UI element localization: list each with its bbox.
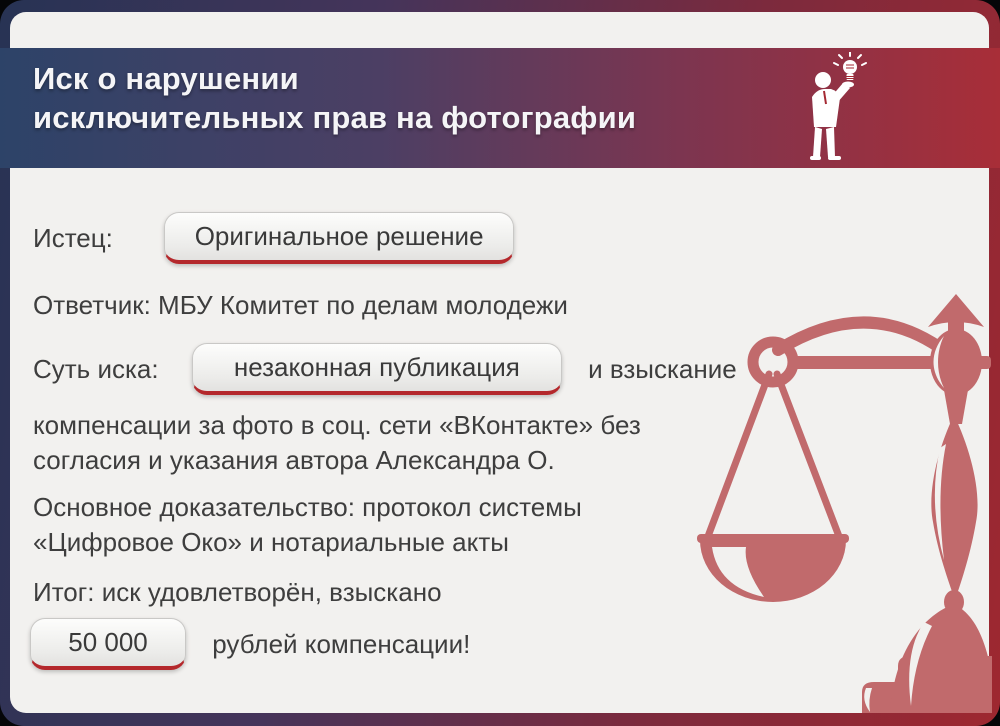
man-with-lightbulb-icon bbox=[798, 52, 868, 164]
evidence-paragraph bbox=[33, 490, 582, 560]
outcome-row: Итог: иск удовлетворён, взыскано bbox=[33, 577, 442, 607]
claim-paragraph-line-1: компенсации за фото в соц. сети «ВКонтакте» без bbox=[33, 410, 641, 440]
plaintiff-chip[interactable]: Оригинальное решение bbox=[164, 212, 514, 264]
claim-tail: и взыскание bbox=[588, 354, 737, 384]
amount-chip[interactable]: 50 000 bbox=[30, 618, 186, 670]
plaintiff-row bbox=[33, 212, 514, 265]
title-line-1: Иск о нарушении bbox=[33, 61, 299, 96]
claim-paragraph-line-2: согласия и указания автора Александра О. bbox=[33, 445, 555, 475]
amount-row bbox=[30, 618, 470, 671]
title-line-2: исключительных прав на фотографии bbox=[33, 100, 637, 135]
evidence-line-2: «Цифровое Око» и нотариальные акты bbox=[33, 527, 509, 557]
claim-paragraph bbox=[33, 408, 641, 478]
claim-row bbox=[33, 343, 737, 396]
page-title bbox=[33, 59, 636, 137]
header-band bbox=[0, 48, 1000, 168]
plaintiff-label: Истец: bbox=[33, 223, 113, 253]
claim-label: Суть иска: bbox=[33, 354, 159, 384]
defendant-row: Ответчик: МБУ Комитет по делам молодежи bbox=[33, 290, 568, 320]
amount-tail: рублей компенсации! bbox=[212, 629, 471, 659]
claim-chip[interactable]: незаконная публикация bbox=[192, 343, 562, 395]
evidence-line-1: Основное доказательство: протокол системы bbox=[33, 492, 582, 522]
